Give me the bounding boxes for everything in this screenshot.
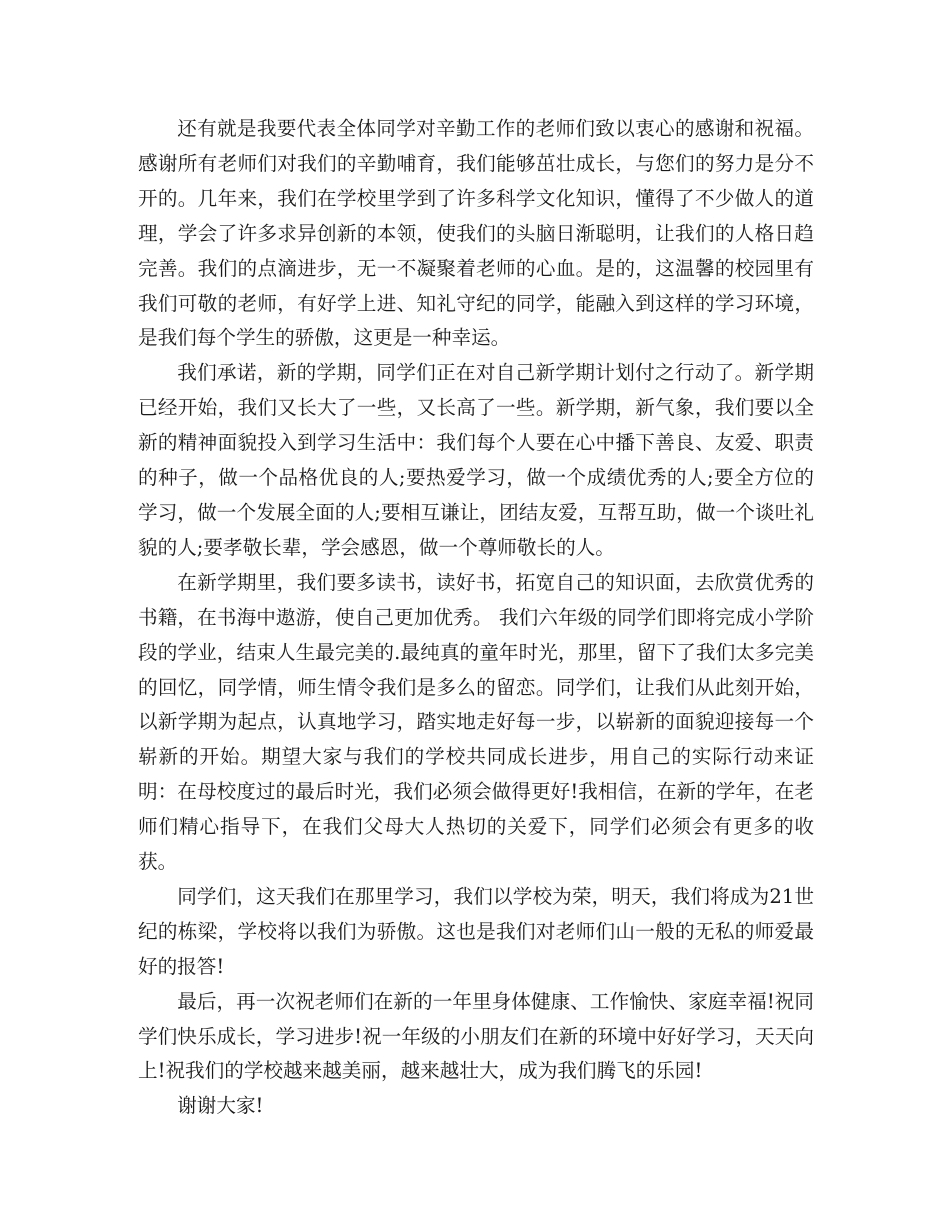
paragraph-thanks-teachers: 还有就是我要代表全体同学对辛勤工作的老师们致以衷心的感谢和祝福。感谢所有老师们对我们的辛勤哺育，我们能够茁壮成长，与您们的努力是分不开的。几年来，我们在学校里学到了许多科学文化知识，懂得了不少做人的道理，学会了许多求异创新的本领，使我们的头脑日渐聪明，让我们的人格日趋完善。我们的点滴进步，无一不凝聚着老师的心血。是的，这温馨的校园里有我们可敬的老师，有好学上进、知礼守纪的同学，能融入到这样的学习环境，是我们每个学生的骄傲，这更是一种幸运。 [138, 117, 814, 350]
paragraph-study-reading: 在新学期里，我们要多读书，读好书，拓宽自己的知识面，去欣赏优秀的书籍，在书海中遨游，使自己更加优秀。 我们六年级的同学们即将完成小学阶段的学业，结束人生最完美的.最纯真的童年时光，那里，留下了我们太多完美的回忆，同学情，师生情令我们是多么的留恋。同学们，让我们从此刻开始，以新学期为起点，认真地学习，踏实地走好每一步，以崭新的面貌迎接每一个崭新的开始。期望大家与我们的学校共同成长进步，用自己的实际行动来证明：在母校度过的最后时光，我们必须会做得更好!我相信，在新的学年，在老师们精心指导下，在我们父母大人热切的关爱下，同学们必须会有更多的收获。 [138, 570, 814, 874]
paragraph-new-semester-promise: 我们承诺，新的学期，同学们正在对自己新学期计划付之行动了。新学期已经开始，我们又长大了一些，又长高了一些。新学期，新气象，我们要以全新的精神面貌投入到学习生活中：我们每个人要在心中播下善良、友爱、职责的种子，做一个品格优良的人;要热爱学习，做一个成绩优秀的人;要全方位的学习，做一个发展全面的人;要相互谦让，团结友爱，互帮互助，做一个谈吐礼貌的人;要孝敬长辈，学会感恩，做一个尊师敬长的人。 [138, 361, 814, 559]
paragraph-final-wishes: 最后，再一次祝老师们在新的一年里身体健康、工作愉快、家庭幸福!祝同学们快乐成长，学习进步!祝一年级的小朋友们在新的环境中好好学习，天天向上!祝我们的学校越来越美丽，越来越壮大，成为我们腾飞的乐园! [138, 989, 814, 1083]
paragraph-closing-thanks: 谢谢大家! [177, 1094, 264, 1118]
document-body [138, 112, 814, 1124]
paragraph-pride-school: 同学们，这天我们在那里学习，我们以学校为荣，明天，我们将成为21世纪的栋梁，学校将以我们为骄傲。这也是我们对老师们山一般的无私的师爱最好的报答! [138, 884, 814, 978]
